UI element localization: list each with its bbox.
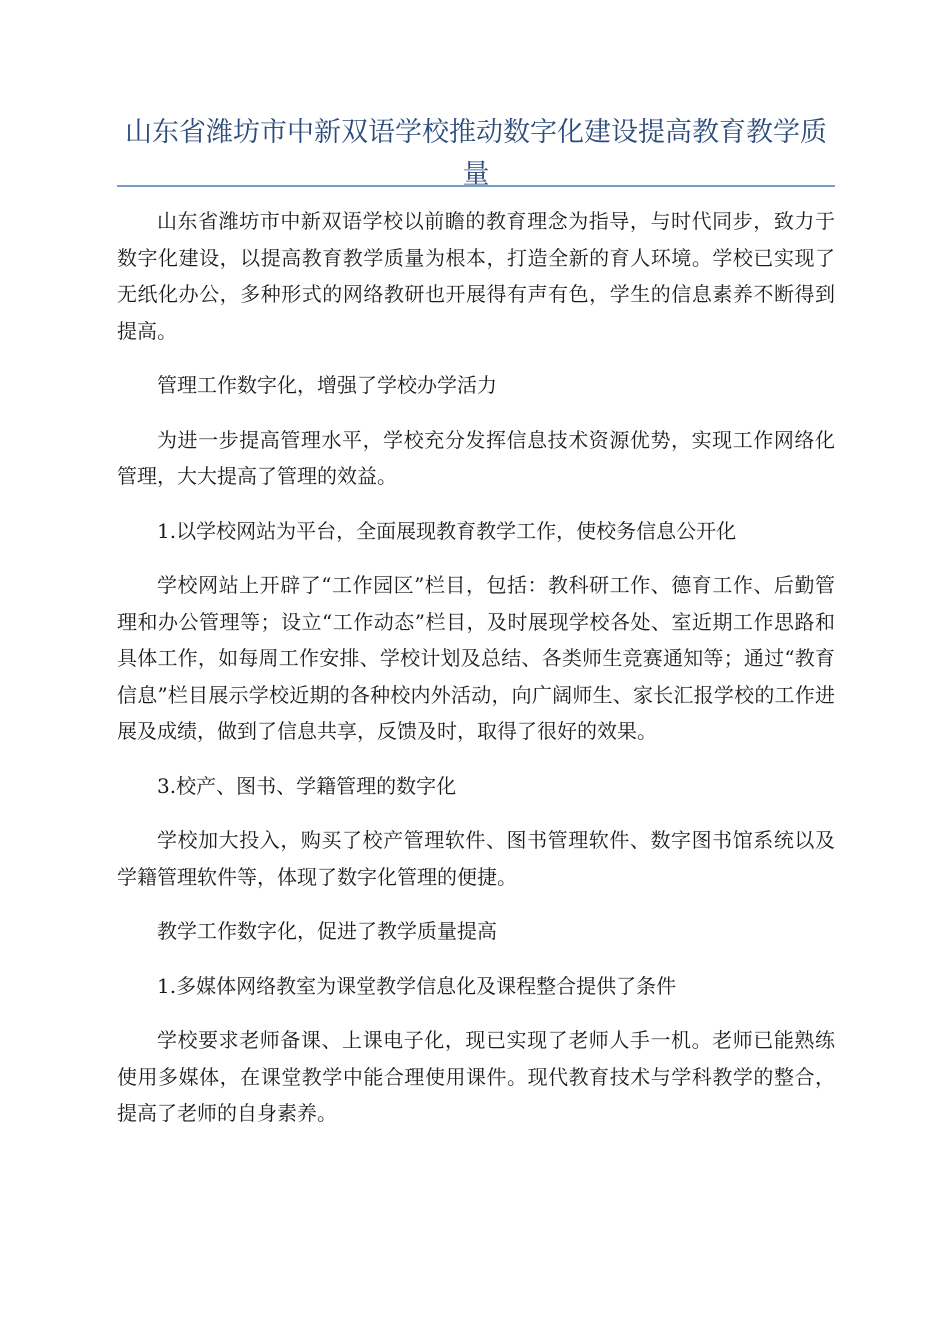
body-paragraph: 学校网站上开辟了“工作园区”栏目，包括：教科研工作、德育工作、后勤管理和办公管理等；设立“工作动态”栏目，及时展现学校各处、室近期工作思路和具体工作，如每周工作安排、学校计划及总结、各类师生竞赛通知等；通过“教育信息”栏目展示学校近期的各种校内外活动，向广阔师生、家长汇报学校的工作进展及成绩，做到了信息共享，反馈及时，取得了很好的效果。 <box>117 573 835 743</box>
document-body <box>117 203 835 1150</box>
body-paragraph: 为进一步提高管理水平，学校充分发挥信息技术资源优势，实现工作网络化管理，大大提高了管理的效益。 <box>117 427 835 488</box>
subsection-heading: 3.校产、图书、学籍管理的数字化 <box>157 773 457 798</box>
document-title: 山东省潍坊市中新双语学校推动数字化建设提高教育教学质量 <box>125 117 827 190</box>
title-underline <box>117 185 835 187</box>
subsection-heading: 1.多媒体网络教室为课堂教学信息化及课程整合提供了条件 <box>157 973 677 998</box>
body-paragraph: 学校加大投入，购买了校产管理软件、图书管理软件、数字图书馆系统以及学籍管理软件等，体现了数字化管理的便捷。 <box>117 828 835 889</box>
subsection-heading: 1.以学校网站为平台，全面展现教育教学工作，使校务信息公开化 <box>157 518 737 543</box>
section-heading: 管理工作数字化，增强了学校办学活力 <box>157 373 497 397</box>
section-heading: 教学工作数字化，促进了教学质量提高 <box>157 919 497 943</box>
body-paragraph: 学校要求老师备课、上课电子化，现已实现了老师人手一机。老师已能熟练使用多媒体，在课堂教学中能合理使用课件。现代教育技术与学科教学的整合，提高了老师的自身素养。 <box>117 1028 835 1125</box>
intro-paragraph: 山东省潍坊市中新双语学校以前瞻的教育理念为指导，与时代同步，致力于数字化建设，以提高教育教学质量为根本，打造全新的育人环境。学校已实现了无纸化办公，多种形式的网络教研也开展得有声有色，学生的信息素养不断得到提高。 <box>117 209 835 343</box>
